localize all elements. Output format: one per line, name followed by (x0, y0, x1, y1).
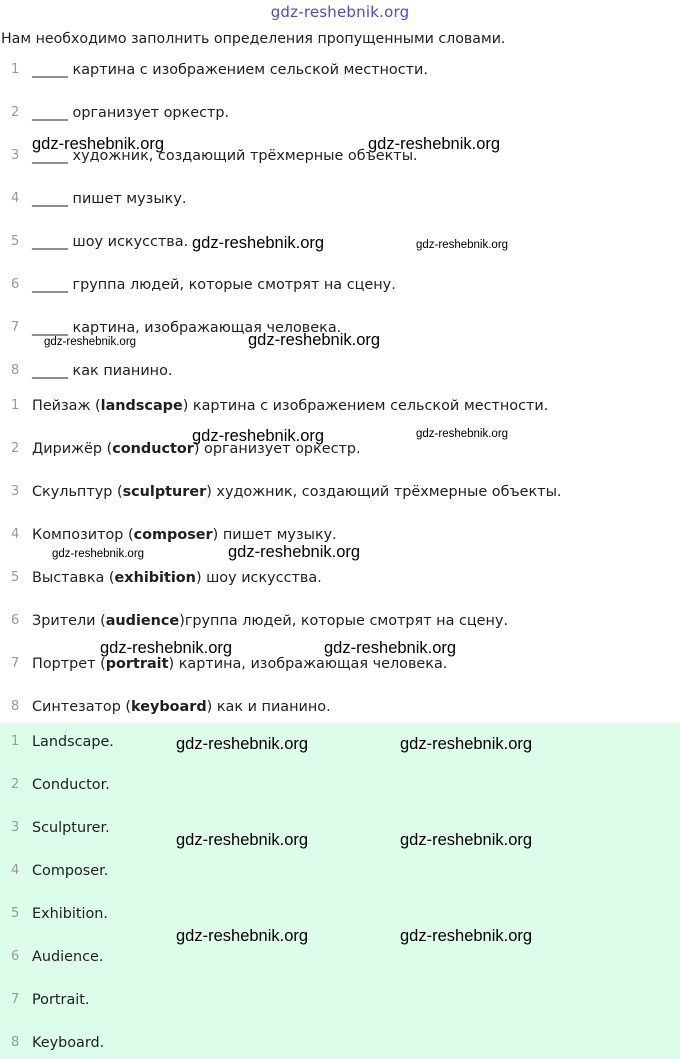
item-text: _____ картина, изображающая человека. (32, 320, 342, 336)
item-number: 8 (11, 1035, 20, 1050)
site-watermark: gdz-reshebnik.org (400, 735, 533, 753)
text-before: Выставка ( (32, 570, 115, 586)
item-text: _____ пишет музыку. (32, 191, 187, 207)
text-before: Пейзаж ( (32, 398, 101, 414)
item-text: _____ художник, создающий трёхмерные объекты. (32, 148, 418, 164)
site-watermark: gdz-reshebnik.org (248, 331, 381, 349)
item-number: 2 (11, 777, 20, 792)
item-text (32, 695, 331, 719)
item-text: _____ картина с изображением сельской местности. (32, 62, 428, 78)
item-text (32, 523, 337, 547)
site-watermark: gdz-reshebnik.org (400, 831, 533, 849)
item-number: 1 (11, 62, 20, 77)
text-before: Дирижёр ( (32, 441, 113, 457)
item-number: 3 (11, 148, 20, 163)
text-before: Портрет ( (32, 656, 106, 672)
text-after: ) шоу искусства. (195, 570, 322, 586)
item-text: Portrait. (32, 992, 90, 1008)
answer-word: sculpturer (122, 484, 207, 500)
item-text (32, 394, 548, 418)
item-number: 6 (11, 949, 20, 964)
item-text: Sculpturer. (32, 820, 110, 836)
answer-word: keyboard (131, 699, 207, 715)
item-number: 8 (11, 363, 20, 378)
header-watermark: gdz-reshebnik.org (270, 3, 410, 21)
text-before: Композитор ( (32, 527, 134, 543)
item-number: 4 (11, 527, 20, 542)
item-number: 5 (11, 234, 20, 249)
answer-word: portrait (105, 656, 169, 672)
item-text (32, 609, 508, 633)
item-text (32, 566, 322, 590)
item-text: _____ шоу искусства. (32, 234, 189, 250)
item-number: 4 (11, 191, 20, 206)
site-watermark: gdz-reshebnik.org (44, 336, 137, 348)
item-text (32, 652, 447, 676)
text-after: ) организует оркестр. (193, 441, 361, 457)
site-watermark: gdz-reshebnik.org (52, 548, 145, 560)
text-after: )группа людей, которые смотрят на сцену. (179, 613, 509, 629)
item-text: _____ как пианино. (32, 363, 173, 379)
item-text (32, 437, 361, 461)
site-watermark: gdz-reshebnik.org (416, 428, 509, 440)
text-after: ) художник, создающий трёхмерные объекты. (206, 484, 562, 500)
item-text: Keyboard. (32, 1035, 105, 1051)
text-after: ) картина, изображающая человека. (168, 656, 448, 672)
item-number: 6 (11, 613, 20, 628)
item-number: 3 (11, 484, 20, 499)
item-number: 1 (11, 398, 20, 413)
site-watermark: gdz-reshebnik.org (176, 735, 309, 753)
site-watermark: gdz-reshebnik.org (176, 831, 309, 849)
item-text: Landscape. (32, 734, 114, 750)
item-number: 7 (11, 992, 20, 1007)
item-text: Conductor. (32, 777, 110, 793)
site-watermark: gdz-reshebnik.org (228, 543, 361, 561)
item-number: 5 (11, 906, 20, 921)
answer-word: audience (105, 613, 180, 629)
task-instruction: Нам необходимо заполнить определения пропущенными словами. (1, 31, 506, 47)
item-number: 3 (11, 820, 20, 835)
site-watermark: gdz-reshebnik.org (192, 427, 325, 445)
item-text (32, 480, 562, 504)
text-before: Зрители ( (32, 613, 106, 629)
item-text: _____ группа людей, которые смотрят на сцену. (32, 277, 396, 293)
item-number: 7 (11, 656, 20, 671)
site-watermark: gdz-reshebnik.org (32, 135, 165, 153)
site-watermark: gdz-reshebnik.org (324, 639, 457, 657)
item-number: 4 (11, 863, 20, 878)
answer-word: conductor (112, 441, 194, 457)
text-after: ) пишет музыку. (212, 527, 337, 543)
site-watermark: gdz-reshebnik.org (368, 135, 501, 153)
item-text: Audience. (32, 949, 104, 965)
text-after: ) картина с изображением сельской местности. (182, 398, 549, 414)
item-text: _____ организует оркестр. (32, 105, 230, 121)
site-watermark: gdz-reshebnik.org (416, 239, 509, 251)
item-text: Composer. (32, 863, 109, 879)
item-text: Exhibition. (32, 906, 109, 922)
item-number: 5 (11, 570, 20, 585)
text-before: Синтезатор ( (32, 699, 132, 715)
item-number: 2 (11, 105, 20, 120)
site-watermark: gdz-reshebnik.org (100, 639, 233, 657)
site-watermark: gdz-reshebnik.org (400, 927, 533, 945)
site-watermark: gdz-reshebnik.org (192, 234, 325, 252)
item-number: 2 (11, 441, 20, 456)
item-number: 8 (11, 699, 20, 714)
item-number: 1 (11, 734, 20, 749)
site-watermark: gdz-reshebnik.org (176, 927, 309, 945)
answer-word: landscape (100, 398, 183, 414)
answer-word: composer (133, 527, 213, 543)
text-before: Скульптур ( (32, 484, 123, 500)
item-number: 7 (11, 320, 20, 335)
answer-word: exhibition (114, 570, 196, 586)
text-after: ) как и пианино. (206, 699, 331, 715)
item-number: 6 (11, 277, 20, 292)
